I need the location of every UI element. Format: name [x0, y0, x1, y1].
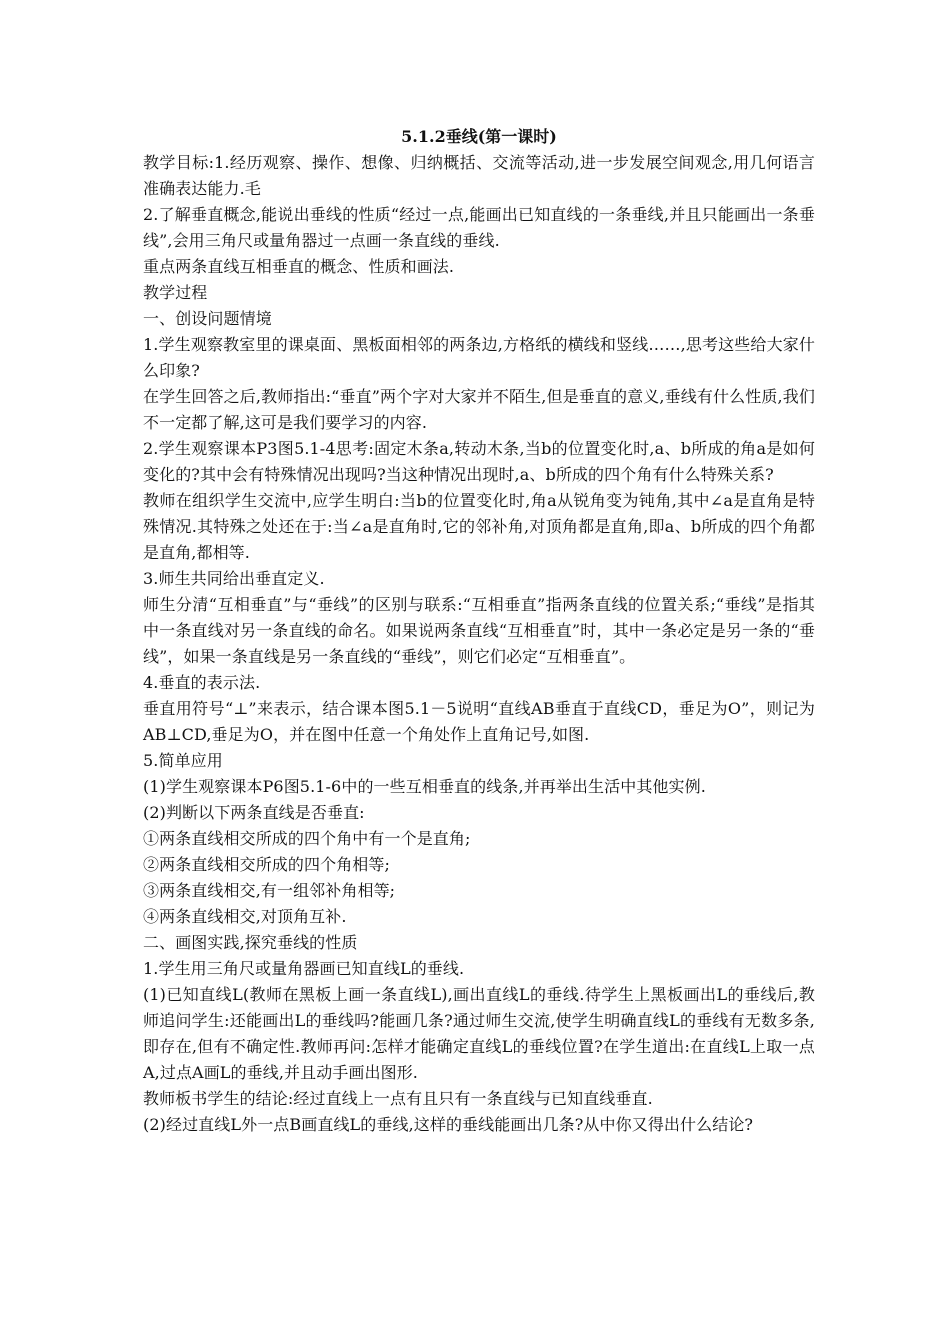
paragraph-objective-2: 2.了解垂直概念,能说出垂线的性质“经过一点,能画出已知直线的一条垂线,并且只能画出一条垂线”,会用三角尺或量角器过一点画一条直线的垂线.: [143, 205, 815, 250]
paragraph-teacher-note: 在学生回答之后,教师指出:“垂直”两个字对大家并不陌生,但是垂直的意义,垂线有什么性质,我们不一定都了解,这可是我们要学习的内容.: [143, 387, 815, 432]
list-item: ①两条直线相交所成的四个角中有一个是直角;: [143, 829, 471, 848]
paragraph-distinction: 师生分清“互相垂直”与“垂线”的区别与联系:“互相垂直”指两条直线的位置关系;“垂线”是指其中一条直线对另一条直线的命名。如果说两条直线“互相垂直”时，其中一条必定是另一条的“垂线”，如果一条直线是另一条直线的“垂线”，则它们必定“互相垂直”。: [143, 595, 815, 666]
paragraph-application-1: (1)学生观察课本P6图5.1-6中的一些互相垂直的线条,并再举出生活中其他实例.: [143, 777, 706, 796]
list-item: ④两条直线相交,对顶角互补.: [143, 907, 347, 926]
paragraph-objectives: 教学目标:1.经历观察、操作、想像、归纳概括、交流等活动,进一步发展空间观念,用几何语言准确表达能力.毛: [143, 153, 815, 198]
paragraph-notation: 垂直用符号“⊥”来表示，结合课本图5.1－5说明“直线AB垂直于直线CD，垂足为O”，则记为AB⊥CD,垂足为O，并在图中任意一个角处作上直角记号,如图.: [143, 699, 815, 744]
paragraph-drawing: 1.学生用三角尺或量角器画已知直线L的垂线.: [143, 959, 465, 978]
paragraph-discussion: 教师在组织学生交流中,应学生明白:当b的位置变化时,角a从锐角变为钝角,其中∠a是直角是特殊情况.其特殊之处还在于:当∠a是直角时,它的邻补角,对顶角都是直角,即a、b所成的四个角都是直角,都相等.: [143, 491, 815, 562]
paragraph-notation-heading: 4.垂直的表示法.: [143, 673, 261, 692]
paragraph-observe: 1.学生观察教室里的课桌面、黑板面相邻的两条边,方格纸的横线和竖线……,思考这些给大家什么印象?: [143, 335, 815, 380]
paragraph-application-heading: 5.简单应用: [143, 751, 223, 770]
paragraph-textbook-figure: 2.学生观察课本P3图5.1-4思考:固定木条a,转动木条,当b的位置变化时,a、b所成的角a是如何变化的?其中会有特殊情况出现吗?当这种情况出现时,a、b所成的四个角有什么特殊关系?: [143, 439, 815, 484]
list-item: ③两条直线相交,有一组邻补角相等;: [143, 881, 396, 900]
document-title: 5.1.2垂线(第一课时): [401, 127, 557, 146]
paragraph-definition: 3.师生共同给出垂直定义.: [143, 569, 325, 588]
section-heading-1: 一、创设问题情境: [143, 309, 272, 328]
document-page: [143, 124, 815, 1138]
paragraph-process-heading: 教学过程: [143, 283, 208, 302]
paragraph-conclusion: 教师板书学生的结论:经过直线上一点有且只有一条直线与已知直线垂直.: [143, 1089, 653, 1108]
paragraph-drawing-2: (2)经过直线L外一点B画直线L的垂线,这样的垂线能画出几条?从中你又得出什么结论?: [143, 1115, 754, 1134]
paragraph-key-points: 重点两条直线互相垂直的概念、性质和画法.: [143, 257, 455, 276]
paragraph-drawing-1: (1)已知直线L(教师在黑板上画一条直线L),画出直线L的垂线.待学生上黑板画出L的垂线后,教师追问学生:还能画出L的垂线吗?能画几条?通过师生交流,使学生明确直线L的垂线有无数多条,即存在,但有不确定性.教师再问:怎样才能确定直线L的垂线位置?在学生道出:在直线L上取一点A,过点A画L的垂线,并且动手画出图形.: [143, 985, 815, 1082]
section-heading-2: 二、画图实践,探究垂线的性质: [143, 933, 358, 952]
paragraph-application-2: (2)判断以下两条直线是否垂直:: [143, 803, 365, 822]
list-item: ②两条直线相交所成的四个角相等;: [143, 855, 390, 874]
